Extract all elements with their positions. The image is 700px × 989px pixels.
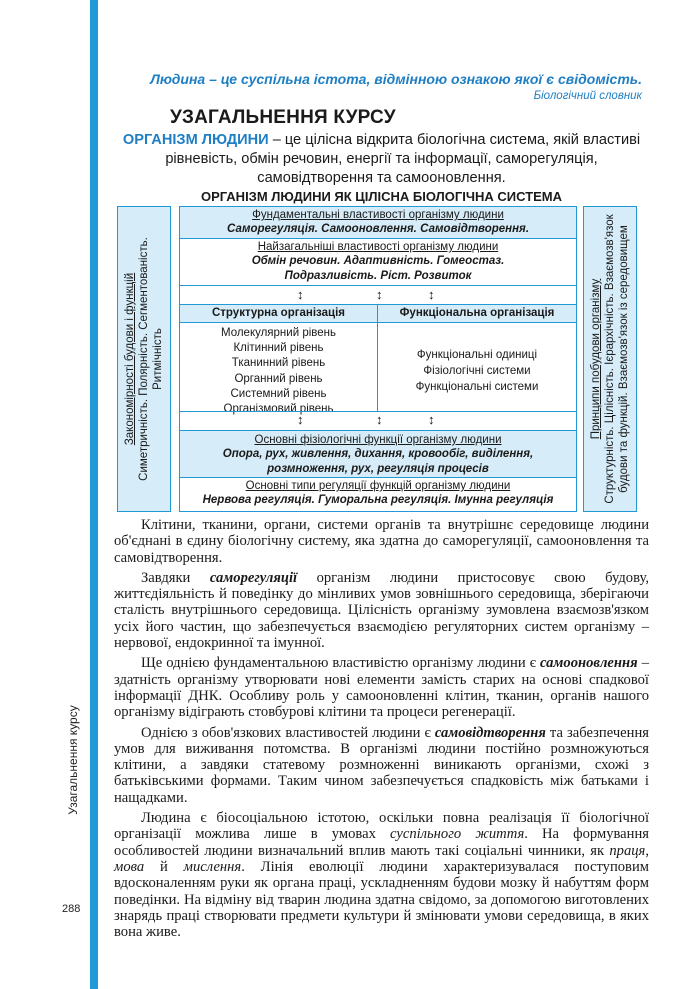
- accent-strip: [90, 0, 98, 989]
- regulation-heading: Основні типи регуляції функцій організму людини: [245, 480, 511, 492]
- definition-text: – це цілісна відкрита біологічна система, якій властиві рівневість, обмін речовин, енергії та інформації, саморегуляція, самовідтворення та самооновлення.: [165, 132, 641, 186]
- fundamental-items: Саморегуляція. Самооновлення. Самовідтворення.: [226, 223, 530, 235]
- functional-item: Функціональні системи: [415, 381, 539, 393]
- structural-organisation: [180, 305, 378, 416]
- functional-item: Функціональні одиниці: [416, 349, 538, 361]
- left-side-heading: Закономірності будови і функцій: [124, 272, 136, 446]
- physiological-line-1: Опора, рух, живлення, дихання, кровообіг, виділення,: [222, 448, 534, 460]
- functional-heading: Функціональна організація: [378, 305, 576, 323]
- left-side-box: [117, 206, 171, 512]
- emphasis: суспільного життя: [389, 826, 525, 843]
- keyword: саморегуляції: [209, 569, 298, 586]
- organisation-columns: [180, 305, 576, 416]
- level-item: Організмовий рівень: [223, 403, 334, 416]
- physiological-functions: [180, 431, 576, 477]
- structural-heading: Структурна організація: [180, 305, 377, 323]
- regulation-items: Нервова регуляція. Гуморальна регуляція. Імунна регуляція: [202, 494, 554, 506]
- keyword: самовідтворення: [434, 724, 546, 741]
- double-arrow-icon: ↕: [428, 412, 435, 427]
- diagram-title: ОРГАНІЗМ ЛЮДИНИ ЯК ЦІЛІСНА БІОЛОГІЧНА СИСТЕМА: [200, 189, 563, 204]
- paragraph: Ще однією фундаментальною властивістю організму людини є самооновлення – здатність організму утворювати нові елементи замість старих на основі спадкової інформації ДНК. Особливу роль у самооновленні клітин, тканин, органів нашого організму відіграють стовбурові клітини та процеси регенерації.: [114, 655, 649, 721]
- emphasis: праця: [609, 842, 646, 859]
- general-heading: Найзагальніші властивості організму людини: [257, 241, 499, 253]
- level-item: Клітинний рівень: [233, 342, 324, 355]
- section-title: УЗАГАЛЬНЕННЯ КУРСУ: [170, 107, 396, 128]
- right-side-heading: Принципи побудови організму: [590, 278, 602, 440]
- epigraph-source: Біологічний словник: [533, 90, 642, 102]
- emphasis: мова: [114, 858, 145, 875]
- fundamental-heading: Фундаментальні властивості організму людини: [252, 209, 504, 221]
- arrows-row: [180, 412, 576, 428]
- epigraph-quote: Людина – це суспільна істота, відмінною ознакою якої є свідомість.: [150, 71, 642, 87]
- level-item: Тканинний рівень: [231, 357, 326, 370]
- diagram: [117, 206, 637, 512]
- physiological-heading: Основні фізіологічні функції організму людини: [254, 434, 502, 446]
- double-arrow-icon: ↕: [297, 287, 304, 302]
- paragraph: Завдяки саморегуляції організм людини пристосовує свою будову, життєдіяльність й поведінку до мінливих умов зовнішнього середовища, зберігаючи сталість внутрішнього середовища. Цілісність організму зумовлена взаємозв'язком усіх його частин, що забезпечується взаємодією регуляторних систем організму – нервової, ендокринної та імунної.: [114, 569, 649, 652]
- emphasis: мислення: [183, 858, 242, 875]
- fundamental-properties: [180, 207, 576, 238]
- functional-organisation: [378, 305, 576, 411]
- double-arrow-icon: ↕: [297, 412, 304, 427]
- definition: [114, 131, 649, 188]
- double-arrow-icon: ↕: [376, 287, 383, 302]
- level-item: Системний рівень: [230, 387, 327, 400]
- functional-item: Фізіологічні системи: [423, 365, 531, 377]
- divider: [180, 285, 576, 286]
- arrows-row: [180, 287, 576, 303]
- epigraph: [150, 71, 642, 102]
- regulation-types: [180, 478, 576, 512]
- physiological-line-2: розмноження, рух, регуляція процесів: [267, 463, 489, 475]
- level-item: Молекулярний рівень: [220, 327, 336, 339]
- definition-term: ОРГАНІЗМ ЛЮДИНИ: [122, 132, 269, 148]
- general-line-2: Подразливість. Ріст. Розвиток: [284, 270, 472, 282]
- paragraph: Людина є біосоціальною істотою, оскільки повна реалізація її біологічної організації можлива лише в умовах суспільного життя. На формування особливостей людини визначальний вплив мають такі соціальні чинники, як праця, мова й мислення. Лінія еволюції людини характеризувалася поступовим вдосконаленням руки як органа праці, ускладненням будови мозку й набуттям форм поведінки. На відміну від тварин людина здатна свідомо, за допомогою виготовлених знарядь праці створювати предмети культури й змінювати умови середовища, в яких вона живе.: [114, 810, 649, 941]
- body-text: [114, 517, 649, 944]
- general-properties: [180, 239, 576, 285]
- paragraph: Однією з обов'язкових властивостей людини є самовідтворення та забезпечення умов для виживання потомства. В організмі людини постійно розмножуються клітини, а завдяки статевому розмноженні виникають організми, схожі з батьківськими формами. Таким чином забезпечується спадковість між батьками і нащадками.: [114, 724, 649, 806]
- running-section-label: Узагальнення курсу: [66, 705, 80, 815]
- keyword: самооновлення: [540, 655, 638, 672]
- double-arrow-icon: ↕: [376, 412, 383, 427]
- paragraph: Клітини, тканини, органи, системи органів та внутрішнє середовище людини об'єднані в єдину біологічну систему, яка здатна до саморегуляції, самооновлення та самовідтворення.: [114, 517, 649, 566]
- right-side-box: [583, 206, 637, 512]
- level-item: Органний рівень: [234, 372, 323, 385]
- general-line-1: Обмін речовин. Адаптивність. Гомеостаз.: [251, 255, 505, 267]
- diagram-center: [179, 206, 577, 512]
- right-side-text: Структурність. Цілісність. Ієрархічність. Взаємозв'язок будови та функцій. Взаємозв'язок із середовищем: [604, 214, 630, 504]
- left-side-text: Симетричність. Полярність. Сегментованість. Ритмічність: [138, 237, 164, 481]
- page-number: 288: [62, 903, 81, 915]
- double-arrow-icon: ↕: [428, 287, 435, 302]
